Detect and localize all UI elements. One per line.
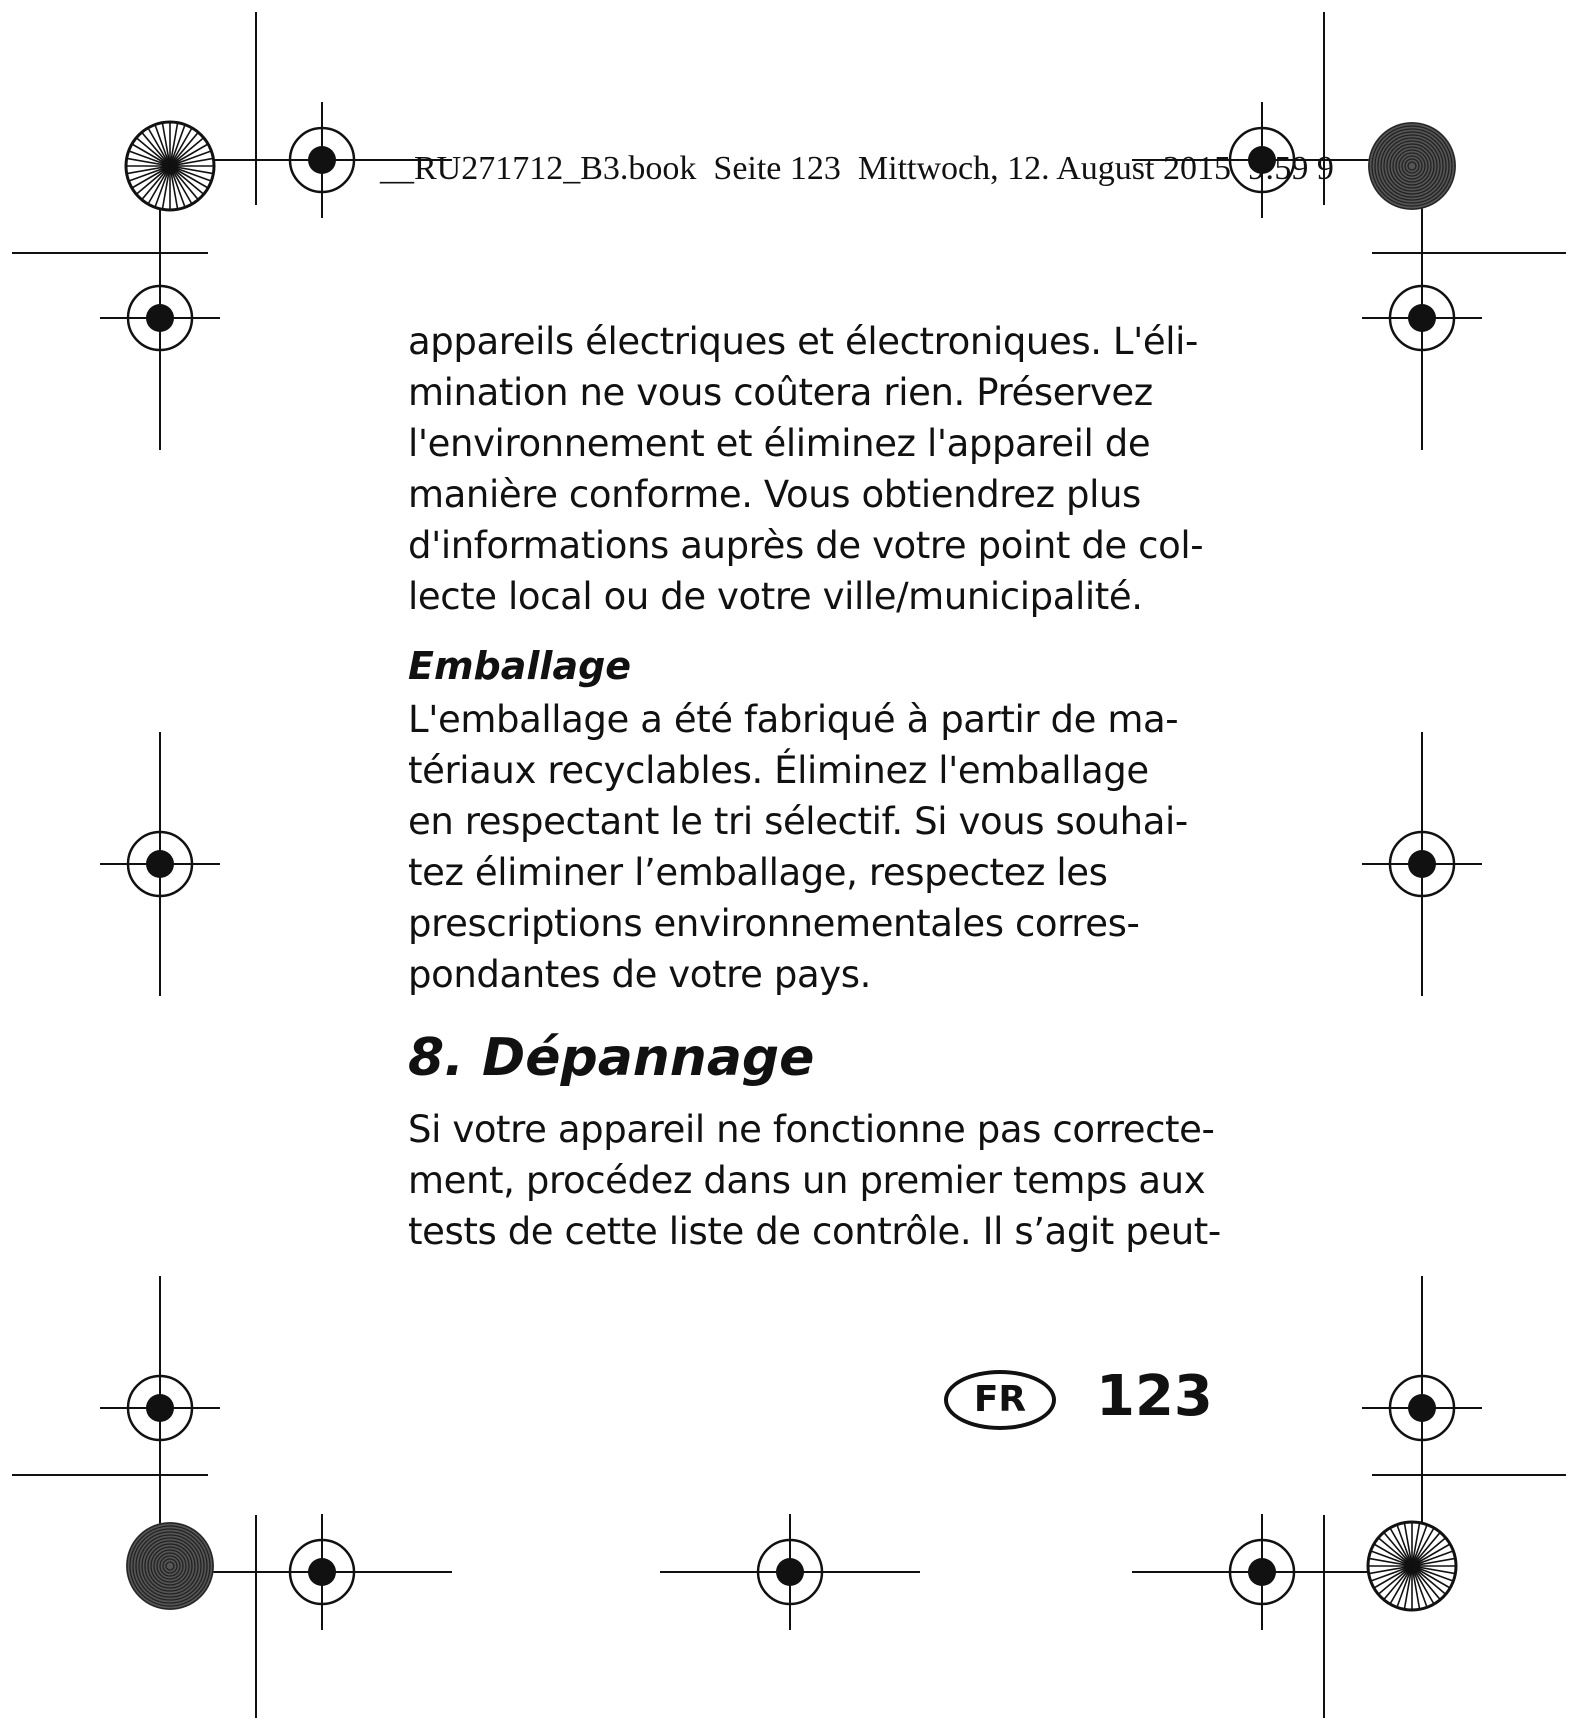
text-line: Si votre appareil ne fonctionne pas correcte- — [408, 1108, 1215, 1151]
text-line: tez éliminer l’emballage, respectez les — [408, 851, 1108, 894]
language-badge: FR — [944, 1370, 1056, 1430]
crosshair-registration-icon — [100, 186, 220, 450]
text-line: prescriptions environnementales corres- — [408, 902, 1140, 945]
text-line: L'emballage a été fabriqué à partir de ma- — [408, 698, 1179, 741]
starburst-color-bar-icon — [126, 122, 214, 210]
text-line: tériaux recyclables. Éliminez l'emballage — [408, 749, 1149, 792]
crosshair-registration-icon — [1132, 1514, 1392, 1630]
crosshair-registration-icon — [1362, 732, 1482, 996]
text-line: pondantes de votre pays. — [408, 953, 871, 996]
paragraph-packaging — [408, 694, 1208, 1000]
text-line: manière conforme. Vous obtiendrez plus — [408, 473, 1141, 516]
crosshair-registration-icon — [1362, 1276, 1482, 1540]
section-heading-troubleshooting: 8. Dépannage — [408, 1028, 815, 1088]
crosshair-registration-icon — [100, 1276, 220, 1540]
crosshair-registration-icon — [1362, 186, 1482, 450]
print-slug-header: __RU271712_B3.book Seite 123 Mittwoch, 12. August 2015 9:59 9 — [380, 150, 1334, 187]
text-line: l'environnement et éliminez l'appareil de — [408, 422, 1151, 465]
concentric-circles-icon — [126, 1522, 214, 1610]
text-line: tests de cette liste de contrôle. Il s’agit peut- — [408, 1210, 1221, 1253]
subheading-packaging: Emballage — [408, 644, 632, 688]
text-line: lecte local ou de votre ville/municipalité. — [408, 575, 1143, 618]
crosshair-registration-icon — [660, 1514, 920, 1630]
paragraph-troubleshooting — [408, 1104, 1221, 1257]
page-number: 123 — [1096, 1364, 1213, 1429]
paragraph-disposal — [408, 316, 1208, 622]
text-line: appareils électriques et électroniques. L'éli- — [408, 320, 1198, 363]
concentric-circles-icon — [1368, 122, 1456, 210]
text-line: ment, procédez dans un premier temps aux — [408, 1159, 1206, 1202]
page-content — [408, 316, 1221, 1257]
text-line: en respectant le tri sélectif. Si vous souhai- — [408, 800, 1188, 843]
text-line: mination ne vous coûtera rien. Préservez — [408, 371, 1153, 414]
starburst-color-bar-icon — [1368, 1522, 1456, 1610]
crosshair-registration-icon — [100, 732, 220, 996]
text-line: d'informations auprès de votre point de col- — [408, 524, 1204, 567]
crosshair-registration-icon — [192, 1514, 452, 1630]
